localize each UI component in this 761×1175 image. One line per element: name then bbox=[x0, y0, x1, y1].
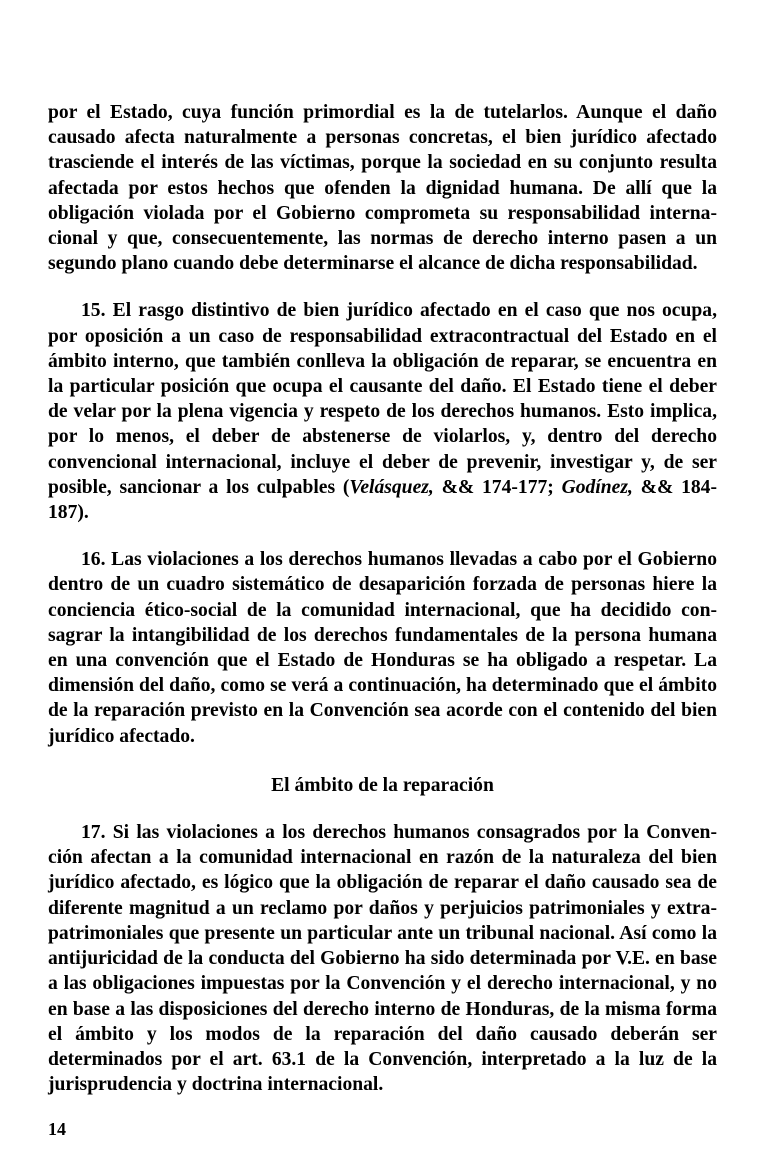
section-heading: El ámbito de la reparación bbox=[271, 774, 494, 796]
paragraph-number-17: 17. bbox=[81, 822, 106, 844]
citation-godinez-sections: && 184-187). bbox=[48, 476, 717, 524]
paragraph-16 bbox=[48, 547, 717, 749]
paragraph-continuation: por el Estado, cuya función primordial es la de tutelarlos. Aunque el daño causado afecta naturalmente a personas concretas, el bien jurídico afectado trasciende el interés de las víctimas, porque la sociedad en su conjunto resulta afectada por estos hechos que ofenden la dignidad humana. De allí que la obligación violada por el Gobierno comprometa su responsabilidad internacional y que, consecuentemente, las normas de derecho interno pasen a un segundo plano cuando debe determinarse el alcance de dicha responsabilidad. bbox=[48, 102, 717, 275]
paragraph-15 bbox=[48, 298, 717, 525]
paragraph-15-text: El rasgo distintivo de bien jurídico afectado en el caso que nos ocupa, por oposición a un caso de responsabilidad extracontractual del Estado en el ámbito interno, que también conlleva la obligación de reparar, se encuentra en la particular posición que ocupa el causante del daño. El Estado tiene el deber de velar por la plena vigencia y respeto de los derechos humanos. Esto implica, por lo menos, el deber de abstenerse de violarlos, y, dentro del derecho convencional internacional, incluye el deber de prevenir, investigar y, de ser posible, sancionar a los culpables ( bbox=[48, 300, 717, 498]
page-number: 14 bbox=[48, 1119, 66, 1139]
citation-velasquez-sections: && 174-177; bbox=[433, 476, 562, 498]
page-body bbox=[48, 100, 717, 1097]
paragraph-17 bbox=[48, 820, 717, 1097]
paragraph-16-text: Las violaciones a los derechos humanos llevadas a cabo por el Gobierno dentro de un cuadro sistemático de desaparición forzada de personas hiere la conciencia ético-social de la comunidad internacional, que ha decidido consagrar la intangibilidad de los derechos fundamentales de la persona humana en una convención que el Estado de Honduras se ha obligado a respetar. La dimensión del daño, como se verá a continuación, ha determinado que el ámbito de la reparación previsto en la Convención sea acorde con el contenido del bien jurídico afectado. bbox=[48, 549, 717, 747]
paragraph-17-text: Si las violaciones a los derechos humanos consagrados por la Convención afectan a la comunidad internacional en razón de la naturaleza del bien jurídico afectado, es lógico que la obligación de reparar el daño causado sea de diferente magnitud a un reclamo por daños y perjuicios patrimoniales y extra-patrimoniales que presente un particular ante un tribunal nacional. Así como la antijuricidad de la conducta del Gobierno ha sido determinada por V.E. en base a las obligaciones impuestas por la Convención y el derecho internacional, y no en base a las disposiciones del derecho interno de Honduras, de la misma forma el ámbito y los modos de la reparación del daño causado deberán ser determinados por el art. 63.1 de la Convención, interpretado a la luz de la jurisprudencia y doctrina internacional. bbox=[48, 822, 717, 1096]
citation-godinez: Godínez, bbox=[561, 476, 633, 498]
paragraph-number-15: 15. bbox=[81, 300, 106, 322]
paragraph-number-16: 16. bbox=[81, 549, 106, 571]
citation-velasquez: Velásquez, bbox=[349, 476, 434, 498]
